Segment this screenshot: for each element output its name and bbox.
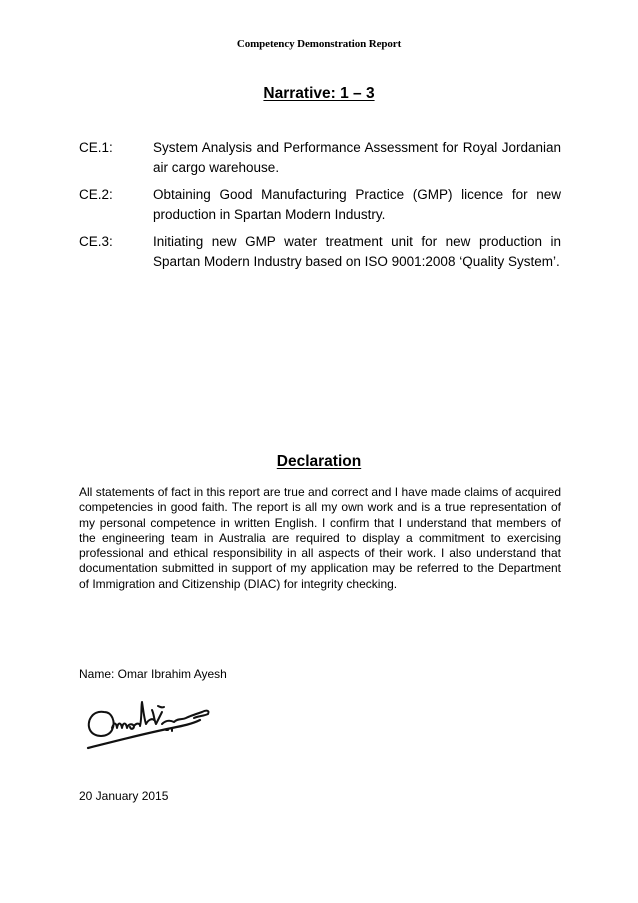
career-episode-item xyxy=(79,232,561,272)
running-header: Competency Demonstration Report xyxy=(236,38,402,50)
declaration-title: Declaration xyxy=(276,453,362,470)
career-episode-item xyxy=(79,138,561,178)
career-episode-code: CE.3: xyxy=(79,234,113,249)
declaration-body: All statements of fact in this report are true and correct and I have made claims of acquired competencies in good faith. The report is all my own work and is a true representation of my personal competence in written English. I confirm that I understand that members of the engineering team in Australia are required to display a commitment to exercising professional and ethical responsibility in all aspects of their work. I also understand that documentation submitted in support of my application may be referred to the Department of Immigration and Citizenship (DIAC) for integrity checking. xyxy=(79,485,561,591)
signature-date: 20 January 2015 xyxy=(79,789,169,803)
narrative-title: Narrative: 1 – 3 xyxy=(263,85,375,102)
signature-icon xyxy=(82,698,222,754)
career-episode-list xyxy=(79,138,561,279)
career-episode-text: Obtaining Good Manufacturing Practice (GMP) licence for new production in Spartan Modern Industry. xyxy=(153,187,561,222)
career-episode-text: System Analysis and Performance Assessment for Royal Jordanian air cargo warehouse. xyxy=(153,140,561,175)
signatory-name: Name: Omar Ibrahim Ayesh xyxy=(79,667,227,681)
career-episode-text: Initiating new GMP water treatment unit for new production in Spartan Modern Industry based on ISO 9001:2008 ‘Quality System’. xyxy=(153,234,561,269)
career-episode-code: CE.1: xyxy=(79,140,113,155)
career-episode-item xyxy=(79,185,561,225)
career-episode-code: CE.2: xyxy=(79,187,113,202)
